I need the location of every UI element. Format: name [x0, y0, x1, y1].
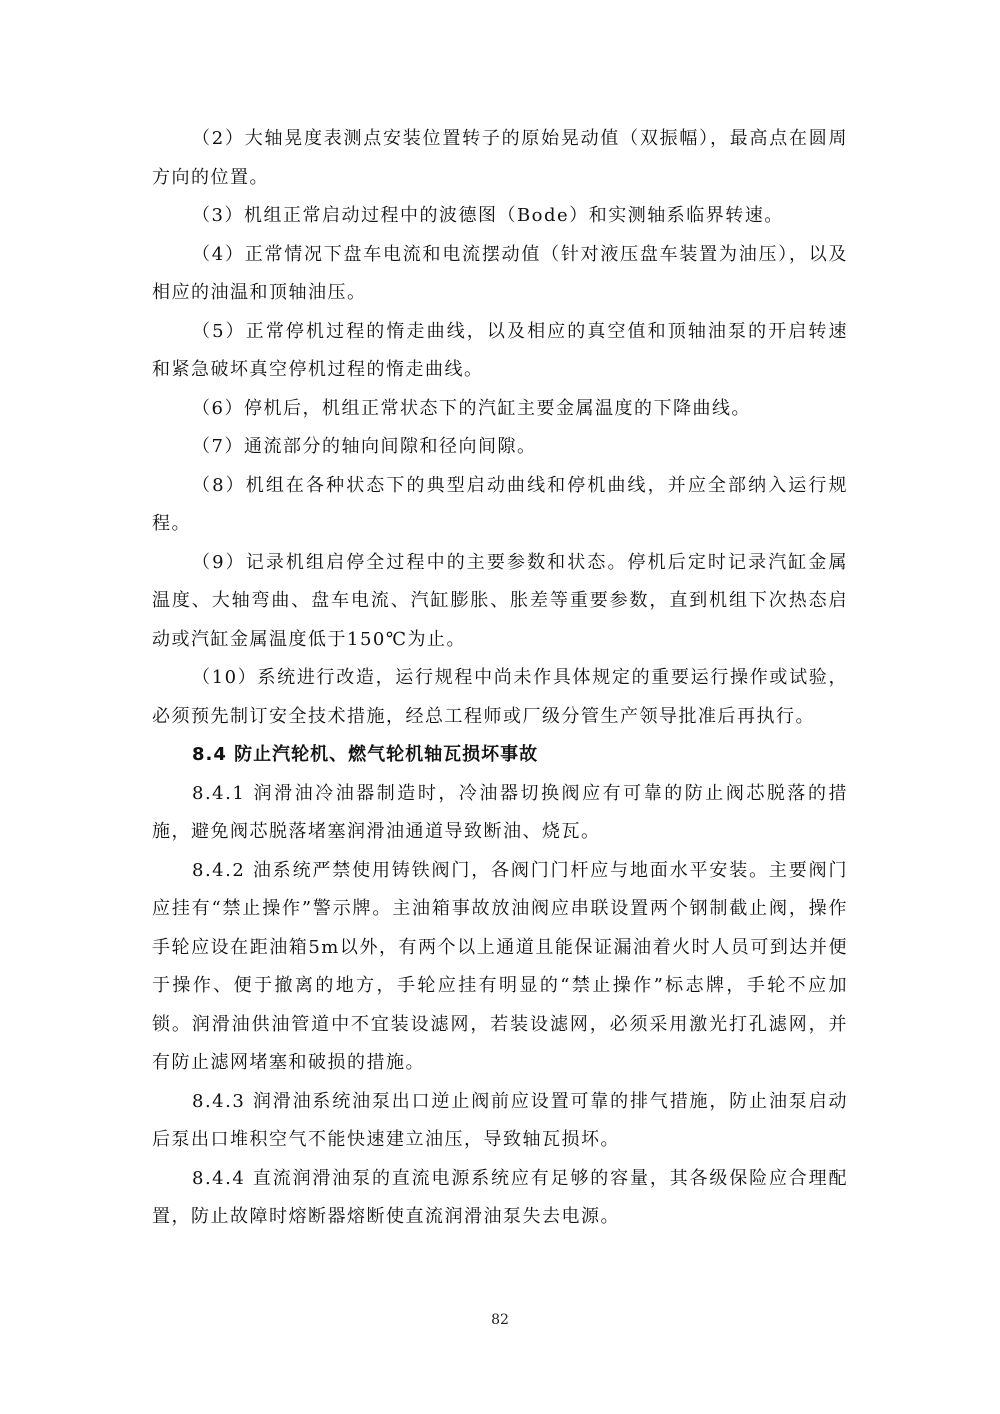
list-item-6: （6）停机后，机组正常状态下的汽缸主要金属温度的下降曲线。: [192, 397, 751, 419]
clause-8-4-2: 8.4.2 油系统严禁使用铸铁阀门，各阀门门杆应与地面水平安装。主要阀门应挂有“禁止操作”警示牌。主油箱事故放油阀应串联设置两个钢制截止阀，操作手轮应设在距油箱5m以外，有两个以上通道且能保证漏油着火时人员可到达并便于操作、便于撤离的地方，手轮应挂有明显的“禁止操作”标志牌，手轮不应加锁。润滑油供油管道中不宜装设滤网，若装设滤网，必须采用激光打孔滤网，并有防止滤网堵塞和破损的措施。: [152, 859, 848, 1073]
clause-8-4-3: 8.4.3 润滑油系统油泵出口逆止阀前应设置可靠的排气措施，防止油泵启动后泵出口堆积空气不能快速建立油压，导致轴瓦损坏。: [152, 1090, 848, 1150]
section-heading: 8.4 防止汽轮机、燃气轮机轴瓦损坏事故: [192, 744, 539, 765]
list-item-3: （3）机组正常启动过程中的波德图（Bode）和实测轴系临界转速。: [192, 205, 784, 226]
list-item-10: （10）系统进行改造，运行规程中尚未作具体规定的重要运行操作或试验，必须预先制订安全技术措施，经总工程师或厂级分管生产领导批准后再执行。: [152, 667, 848, 727]
list-item-4: （4）正常情况下盘车电流和电流摆动值（针对液压盘车装置为油压），以及相应的油温和顶轴油压。: [152, 243, 848, 303]
list-item-5: （5）正常停机过程的惰走曲线，以及相应的真空值和顶轴油泵的开启转速和紧急破坏真空停机过程的惰走曲线。: [152, 320, 848, 380]
page-number: 82: [491, 1312, 509, 1328]
list-item-2: （2）大轴晃度表测点安装位置转子的原始晃动值（双振幅），最高点在圆周方向的位置。: [152, 128, 848, 188]
list-item-7: （7）通流部分的轴向间隙和径向间隙。: [192, 436, 537, 457]
list-item-9: （9）记录机组启停全过程中的主要参数和状态。停机后定时记录汽缸金属温度、大轴弯曲、盘车电流、汽缸膨胀、胀差等重要参数，直到机组下次热态启动或汽缸金属温度低于150℃为止。: [152, 551, 848, 650]
list-item-8: （8）机组在各种状态下的典型启动曲线和停机曲线，并应全部纳入运行规程。: [152, 474, 848, 534]
body-text: [152, 120, 848, 1237]
clause-8-4-4: 8.4.4 直流润滑油泵的直流电源系统应有足够的容量，其各级保险应合理配置，防止故障时熔断器熔断使直流润滑油泵失去电源。: [152, 1167, 848, 1227]
clause-8-4-1: 8.4.1 润滑油冷油器制造时，冷油器切换阀应有可靠的防止阀芯脱落的措施，避免阀芯脱落堵塞润滑油通道导致断油、烧瓦。: [152, 782, 848, 842]
